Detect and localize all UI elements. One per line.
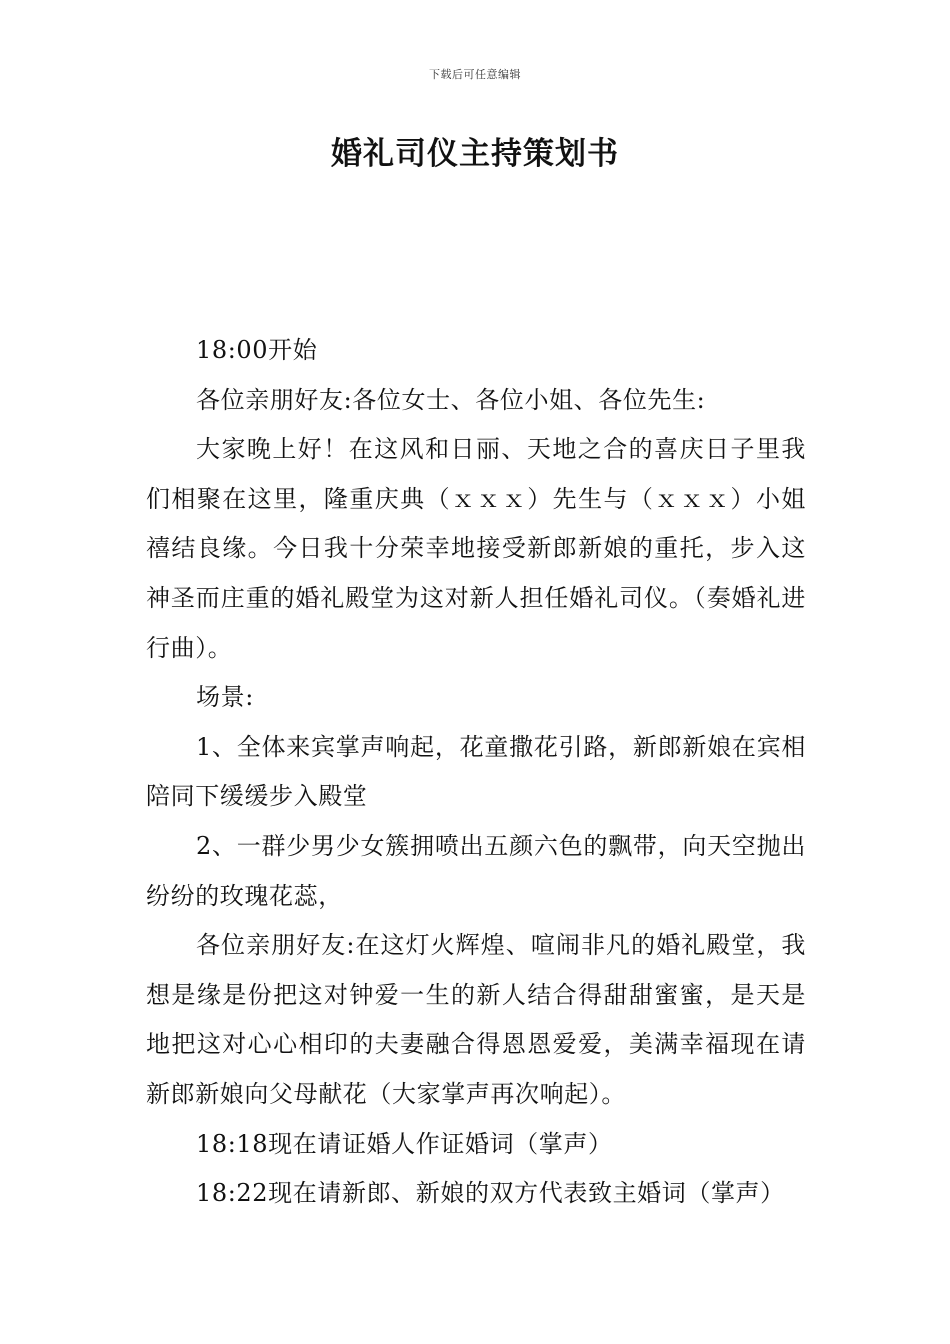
paragraph-start-time: 18:00开始 (196, 336, 318, 364)
paragraph-scene-1: 1、全体来宾掌声响起，花童撒花引路，新郎新娘在宾相陪同下缓缓步入殿堂 (146, 732, 806, 811)
document-title: 婚礼司仪主持策划书 (331, 136, 619, 172)
document-body (146, 326, 806, 1219)
paragraph-blessing: 各位亲朋好友:在这灯火辉煌、喧闹非凡的婚礼殿堂，我想是缘是份把这对钟爱一生的新人结合得甜甜蜜蜜，是天是地把这对心心相印的夫妻融合得恩恩爱爱，美满幸福现在请新郎新娘向父母献花（大家掌声再次响起）。 (146, 931, 806, 1108)
paragraph-greeting: 各位亲朋好友:各位女士、各位小姐、各位先生: (196, 385, 706, 414)
paragraph-representative-speech: 18:22现在请新郎、新娘的双方代表致主婚词（掌声） (196, 1179, 785, 1208)
paragraph-witness-speech: 18:18现在请证婚人作证婚词（掌声） (196, 1129, 613, 1158)
header-note: 下载后可任意编辑 (429, 68, 521, 81)
paragraph-opening-speech: 大家晚上好！在这风和日丽、天地之合的喜庆日子里我们相聚在这里，隆重庆典（ｘｘｘ）先生与（ｘｘｘ）小姐禧结良缘。今日我十分荣幸地接受新郎新娘的重托，步入这神圣而庄重的婚礼殿堂为这对新人担任婚礼司仪。（奏婚礼进行曲）。 (146, 435, 806, 662)
paragraph-scene-heading: 场景: (196, 683, 254, 712)
paragraph-scene-2: 2、一群少男少女簇拥喷出五颜六色的飘带，向天空抛出纷纷的玫瑰花蕊， (146, 831, 806, 910)
